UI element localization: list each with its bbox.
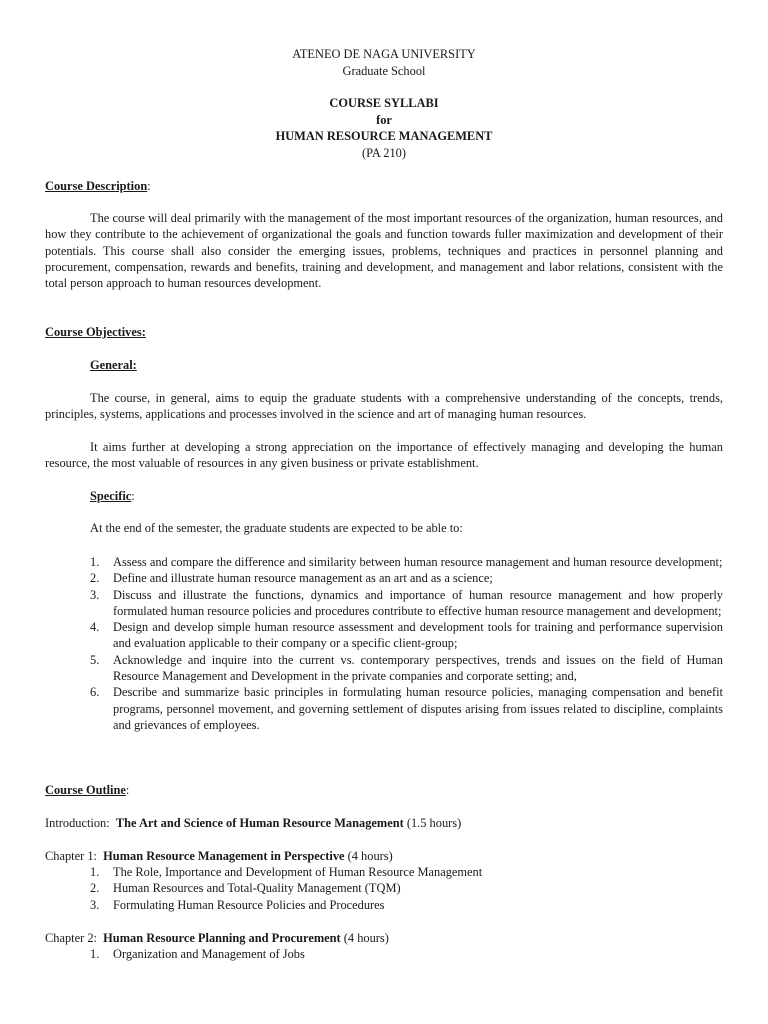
description-text: The course will deal primarily with the management of the most important resources of the organization, human resources, and how they contribute to the achievement of organizational the goals and function towards fuller maximization and development of their potentials. This course shall also consider the emerging issues, problems, techniques and practices in personnel planning and procurement, compensation, rewards and benefits, training and development, and management and labor relations, consistent with the total person approach to human resources development. <box>45 211 723 291</box>
specific-heading-line: Specific: <box>90 489 135 503</box>
course-name: HUMAN RESOURCE MANAGEMENT <box>275 129 493 143</box>
list-item: 1. The Role, Importance and Development of Human Resource Management <box>90 865 483 879</box>
chapter-1-topics <box>90 864 723 913</box>
chapter-2-line <box>45 930 389 946</box>
general-paragraph-2: It aims further at developing a strong appreciation on the importance of effectively managing and developing the human resource, the most valuable of resources in any given business or private establishment. <box>45 440 723 471</box>
title-connector: for <box>376 113 392 127</box>
specific-objectives-list <box>90 554 723 733</box>
chapter-1-hours: (4 hours) <box>347 849 393 863</box>
general-heading: General: <box>90 358 137 372</box>
document-title: COURSE SYLLABI <box>329 96 439 110</box>
list-item: 6. Describe and summarize basic principles in formulating human resource policies, managing compensation and benefit programs, personnel movement, and governing settlement of disputes arising from issues related to discipline, complaints and grievances of employees. <box>90 685 723 732</box>
chapter-2-label: Chapter 2: <box>45 931 97 945</box>
description-heading-line: Course Description: <box>45 179 151 193</box>
list-item: 1. Organization and Management of Jobs <box>90 947 305 961</box>
list-item: 4. Design and develop simple human resource assessment and development tools for training and performance supervision and evaluation applicable to their company or a specific client-group; <box>90 620 723 651</box>
list-item: 3. Formulating Human Resource Policies and Procedures <box>90 897 385 912</box>
introduction-hours: (1.5 hours) <box>406 816 462 830</box>
introduction-title: The Art and Science of Human Resource Management <box>115 816 404 830</box>
outline-heading: Course Outline <box>45 783 126 797</box>
introduction-line <box>45 815 461 831</box>
list-item: 1. Assess and compare the difference and similarity between human resource management and human resource development; <box>90 555 723 569</box>
description-heading: Course Description <box>45 179 148 193</box>
chapter-1-label: Chapter 1: <box>45 849 97 863</box>
outline-heading-line: Course Outline: <box>45 783 130 797</box>
specific-heading: Specific <box>90 489 132 503</box>
list-item: 3. Discuss and illustrate the functions, dynamics and importance of human resource management and how properly formulated human resource policies and procedures contribute to effective human resource management and development; <box>90 587 723 618</box>
introduction-label: Introduction: <box>45 816 110 830</box>
list-item: 2. Human Resources and Total-Quality Management (TQM) <box>90 881 401 896</box>
chapter-2-topics <box>90 946 723 962</box>
chapter-2-hours: (4 hours) <box>343 931 389 945</box>
general-paragraph-1: The course, in general, aims to equip the graduate students with a comprehensive understanding of the concepts, trends, principles, systems, applications and processes involved in the science and art of managing human resources. <box>45 391 723 422</box>
chapter-1-line <box>45 848 393 864</box>
specific-intro: At the end of the semester, the graduate students are expected to be able to: <box>90 521 463 535</box>
chapter-1-title: Human Resource Management in Perspective <box>103 849 345 863</box>
university-name: ATENEO DE NAGA UNIVERSITY <box>292 47 476 61</box>
course-code: (PA 210) <box>362 146 406 160</box>
objectives-heading: Course Objectives: <box>45 325 146 339</box>
list-item: 2. Define and illustrate human resource management as an art and as a science; <box>90 571 493 586</box>
school-name: Graduate School <box>342 64 426 78</box>
chapter-2-title: Human Resource Planning and Procurement <box>103 931 341 945</box>
list-item: 5. Acknowledge and inquire into the current vs. contemporary perspectives, trends and issues on the field of Human Resource Management and Development in the private companies and corporate setting; and, <box>90 652 723 684</box>
